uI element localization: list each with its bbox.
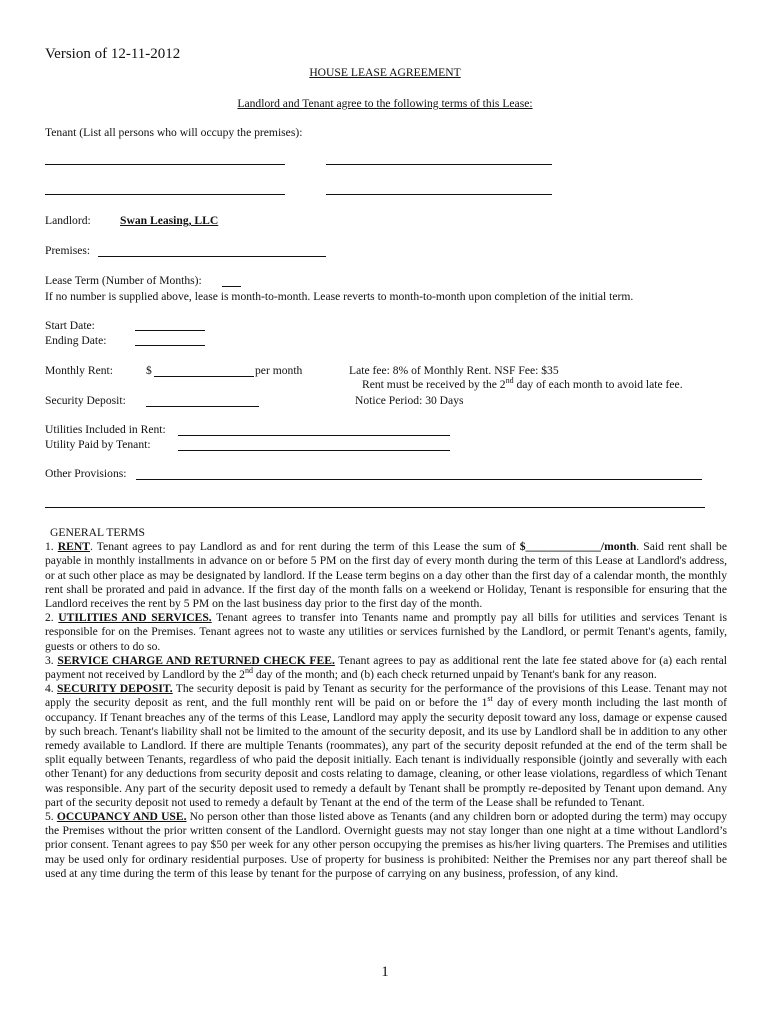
term-security-deposit: 4. SECURITY DEPOSIT. The security deposit is paid by Tenant as security for the performance of the provisions of this Lease. Tenant may not apply the security deposit as rent, and the full monthly rent will be paid on or before the 1st day of every month including the last month of occupancy. If Tenant breaches any of the terms of this Lease, Landlord may apply the security deposit toward any loss, damage or expense caused by such breach. Tenant's liability shall not be limited to the amount of the security deposit, and its use by Landlord shall be in addition to any other remedy available to Landlord. If there are multiple Tenants (roommates), any part of the security deposit refunded at the end of the term shall be split equally between Tenants, regardless of who paid the deposit initially. Each tenant is individually responsible (jointly and severally with each other Tenant) for any deductions from security deposit and costs relating to damage, cleaning, or other lease violations, regardless of which Tenant was responsible. Any part of the security deposit used to remedy a default by Tenant shall be promptly re-deposited by Tenant upon demand. Any part of the security deposit not used to remedy a default by Tenant at the end of the term of the Lease shall be refunded to Tenant.: [45, 682, 727, 809]
rent-due-text: Rent must be received by the 2nd day of each month to avoid late fee.: [362, 376, 683, 391]
security-deposit-label: Security Deposit:: [45, 394, 126, 407]
monthly-rent-line[interactable]: [154, 376, 254, 377]
utility-paid-line[interactable]: [178, 450, 450, 451]
utilities-included-line[interactable]: [178, 435, 450, 436]
other-provisions-line-1[interactable]: [136, 479, 702, 480]
security-deposit-line[interactable]: [146, 406, 259, 407]
utility-paid-label: Utility Paid by Tenant:: [45, 438, 151, 451]
monthly-rent-label: Monthly Rent:: [45, 364, 113, 377]
general-terms-heading: GENERAL TERMS: [50, 526, 146, 539]
lease-term-note: If no number is supplied above, lease is month-to-month. Lease reverts to month-to-month upon completion of the initial term.: [45, 290, 634, 303]
term-service-charge: 3. SERVICE CHARGE AND RETURNED CHECK FEE. Tenant agrees to pay as additional rent the late fee stated above for (a) each rental payment not received by Landlord by the 2nd day of the month; and (b) each check returned unpaid by Tenant's bank for any reason.: [45, 653, 728, 682]
lease-term-line[interactable]: [222, 286, 241, 287]
late-fee-text: Late fee: 8% of Monthly Rent. NSF Fee: $35: [349, 364, 559, 377]
notice-period-text: Notice Period: 30 Days: [355, 394, 464, 407]
lease-term-label: Lease Term (Number of Months):: [45, 274, 202, 287]
term-occupancy-title: OCCUPANCY AND USE.: [56, 810, 187, 824]
monthly-rent-currency: $: [146, 364, 152, 377]
term-service-charge-title: SERVICE CHARGE AND RETURNED CHECK FEE.: [57, 653, 335, 667]
start-date-line[interactable]: [135, 330, 205, 331]
tenant-label: Tenant (List all persons who will occupy the premises):: [45, 126, 303, 139]
term-occupancy: 5. OCCUPANCY AND USE. No person other than those listed above as Tenants (and any children born or adopted during the term) may occupy the Premises without the prior written consent of the Landlord. Overnight guests may not stay longer than one night at a time without Landlord’s prior consent. Tenant agrees to pay $50 per week for any other person occupying the premises as his/her living quarters. The Premises and utilities may be used only for ordinary residential purposes. Use of property for business is prohibited: Neither the Premises nor any part thereof shall be used at any time during the term of this lease by tenant for the purpose of carrying on any business, profession, of any kind.: [45, 810, 727, 880]
term-utilities: 2. UTILITIES AND SERVICES. Tenant agrees to transfer into Tenants name and promptly pay all bills for utilities and services Tenant is responsible for on the Premises. Tenant agrees not to waste any utilities or services furnished by the Landlord, or permit Tenant's agents, family, guests or others to do so.: [45, 611, 728, 653]
general-terms-section: [45, 526, 727, 881]
page-number: 1: [381, 964, 389, 980]
utilities-included-label: Utilities Included in Rent:: [45, 423, 166, 436]
tenant-name-line-2[interactable]: [326, 164, 552, 165]
term-utilities-title: UTILITIES AND SERVICES.: [58, 611, 212, 625]
document-title: HOUSE LEASE AGREEMENT: [309, 66, 461, 79]
start-date-label: Start Date:: [45, 319, 95, 332]
premises-line[interactable]: [98, 256, 326, 257]
document-subtitle: Landlord and Tenant agree to the following terms of this Lease:: [237, 97, 533, 110]
other-provisions-line-2[interactable]: [45, 507, 705, 508]
ending-date-label: Ending Date:: [45, 334, 107, 347]
tenant-name-line-1[interactable]: [45, 164, 285, 165]
version-label: Version of 12-11-2012: [45, 46, 181, 62]
tenant-name-line-4[interactable]: [326, 194, 552, 195]
term-rent-title: RENT: [57, 540, 90, 554]
landlord-value: Swan Leasing, LLC: [120, 214, 219, 227]
other-provisions-label: Other Provisions:: [45, 467, 127, 480]
term-security-deposit-title: SECURITY DEPOSIT.: [56, 682, 173, 696]
ending-date-line[interactable]: [135, 345, 205, 346]
term-rent: 1. RENT. Tenant agrees to pay Landlord as and for rent during the term of this Lease the sum of $_____________/month. Said rent shall be payable in monthly installments in advance on or before 5 PM on the first day of every month during the term of this Lease at Landlord's address, or at such other place as may be designated by landlord. If the Lease term begins on a day other than the first day of a calendar month, the monthly rent shall be prorated and paid in advance. If the first day of the month falls on a weekend or Holiday, Tenant is responsible for ensuring that the Landlord receives the rent by 5 PM on the last business day prior to the first day of the month.: [45, 540, 727, 611]
landlord-label: Landlord:: [45, 214, 91, 227]
per-month-label: per month: [255, 364, 303, 377]
tenant-name-line-3[interactable]: [45, 194, 285, 195]
premises-label: Premises:: [45, 244, 91, 257]
